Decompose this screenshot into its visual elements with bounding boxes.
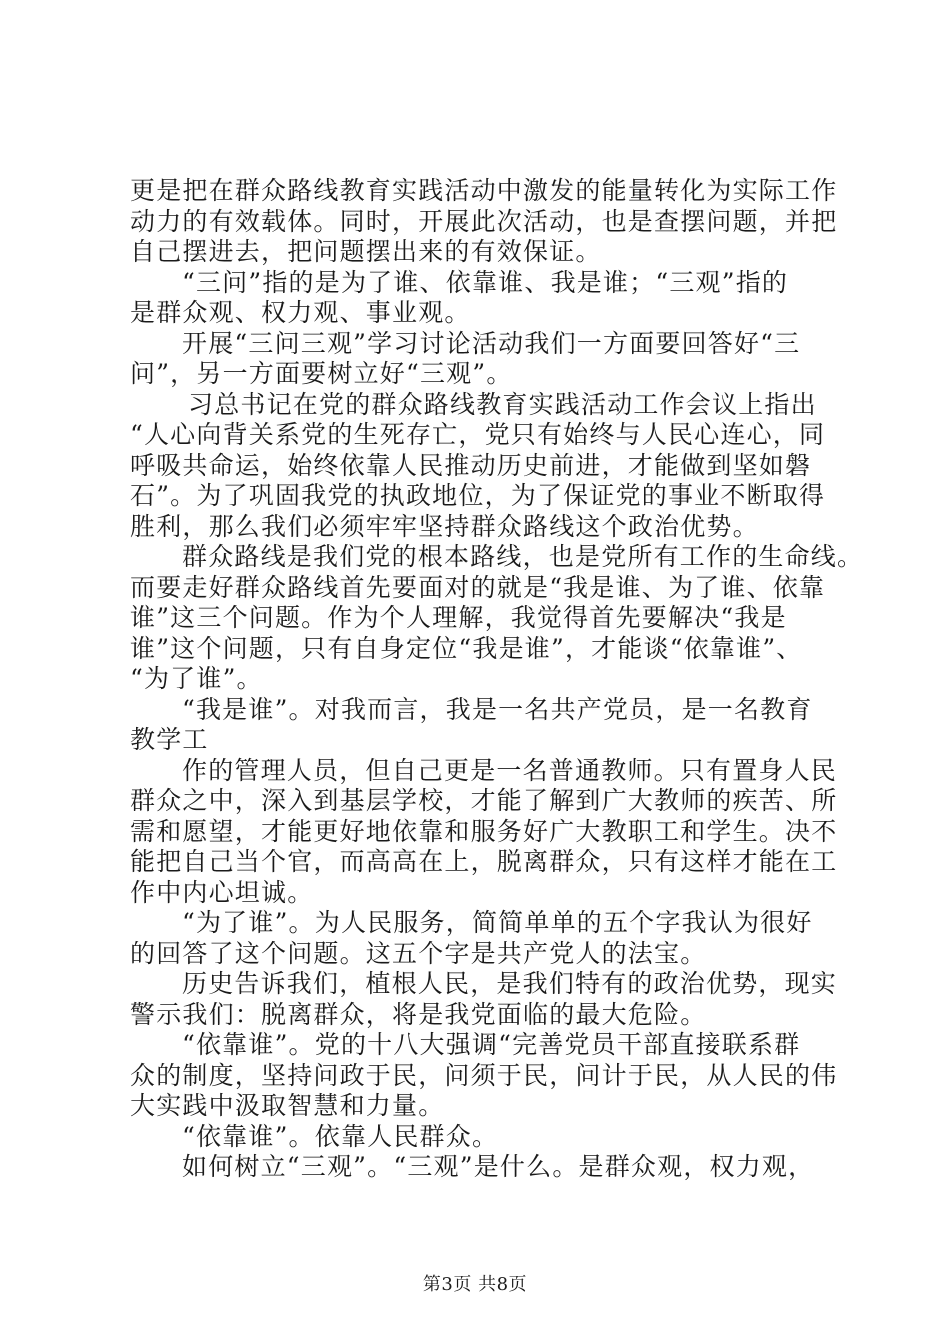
text-line: “人心向背关系党的生死存亡，党只有始终与人民心连心，同	[130, 420, 826, 449]
text-line: 胜利，那么我们必须牢牢坚持群众路线这个政治优势。	[130, 511, 759, 541]
text-line: 而要走好群众路线首先要面对的就是“我是谁、为了谁、依靠	[130, 572, 826, 602]
text-line: 谁”这个问题，只有自身定位“我是谁”，才能谈“依靠谁”、	[130, 633, 803, 663]
text-line: 历史告诉我们，植根人民，是我们特有的政治优势，现实	[182, 969, 838, 998]
text-line: 石”。为了巩固我党的执政地位，为了保证党的事业不断取得	[130, 481, 826, 510]
text-line: 开展“三问三观”学习讨论活动我们一方面要回答好“三	[182, 328, 801, 358]
text-line: 众的制度，坚持问政于民，问须于民，问计于民，从人民的伟	[130, 1060, 838, 1090]
text-line: 群众之中，深入到基层学校，才能了解到广大教师的疾苦、所	[130, 786, 838, 815]
text-line: 习总书记在党的群众路线教育实践活动工作会议上指出	[188, 389, 817, 419]
text-line: 自己摆进去，把问题摆出来的有效保证。	[130, 237, 602, 266]
text-line: “依靠谁”。依靠人民群众。	[182, 1121, 499, 1151]
text-line: 问”，另一方面要树立好“三观”。	[130, 359, 513, 388]
text-line: 谁”这三个问题。作为个人理解，我觉得首先要解决“我是	[130, 603, 787, 632]
text-line: 如何树立“三观”。“三观”是什么。是群众观，权力观，	[182, 1152, 815, 1181]
text-line: 是群众观、权力观、事业观。	[130, 298, 471, 327]
text-line: “为了谁”。	[130, 664, 263, 693]
text-line: 的回答了这个问题。这五个字是共产党人的法宝。	[130, 938, 707, 968]
text-line: 呼吸共命运，始终依靠人民推动历史前进，才能做到坚如磐	[130, 450, 812, 480]
text-line: 群众路线是我们党的根本路线，也是党所有工作的生命线。	[182, 542, 864, 571]
text-line: 教学工	[130, 725, 209, 754]
text-line: “我是谁”。对我而言，我是一名共产党员，是一名教育	[182, 694, 813, 724]
text-line: 需和愿望，才能更好地依靠和服务好广大教职工和学生。决不	[130, 816, 838, 846]
document-body	[130, 176, 864, 1183]
text-line: 更是把在群众路线教育实践活动中激发的能量转化为实际工作	[130, 176, 838, 205]
text-line: “依靠谁”。党的十八大强调“完善党员干部直接联系群	[182, 1030, 801, 1059]
text-line: 大实践中汲取智慧和力量。	[130, 1091, 445, 1120]
text-line: “三问”指的是为了谁、依靠谁、我是谁；“三观”指的	[182, 267, 789, 297]
text-line: “为了谁”。为人民服务，简简单单的五个字我认为很好	[182, 908, 813, 937]
text-line: 作中内心坦诚。	[130, 877, 314, 907]
text-line: 能把自己当个官，而高高在上，脱离群众，只有这样才能在工	[130, 847, 838, 876]
page-footer: 第3页 共8页	[422, 1274, 528, 1295]
text-line: 警示我们：脱离群众，将是我党面临的最大危险。	[130, 999, 707, 1029]
text-line: 作的管理人员，但自己更是一名普通教师。只有置身人民	[182, 755, 838, 785]
text-line: 动力的有效载体。同时，开展此次活动，也是查摆问题，并把	[130, 206, 838, 236]
